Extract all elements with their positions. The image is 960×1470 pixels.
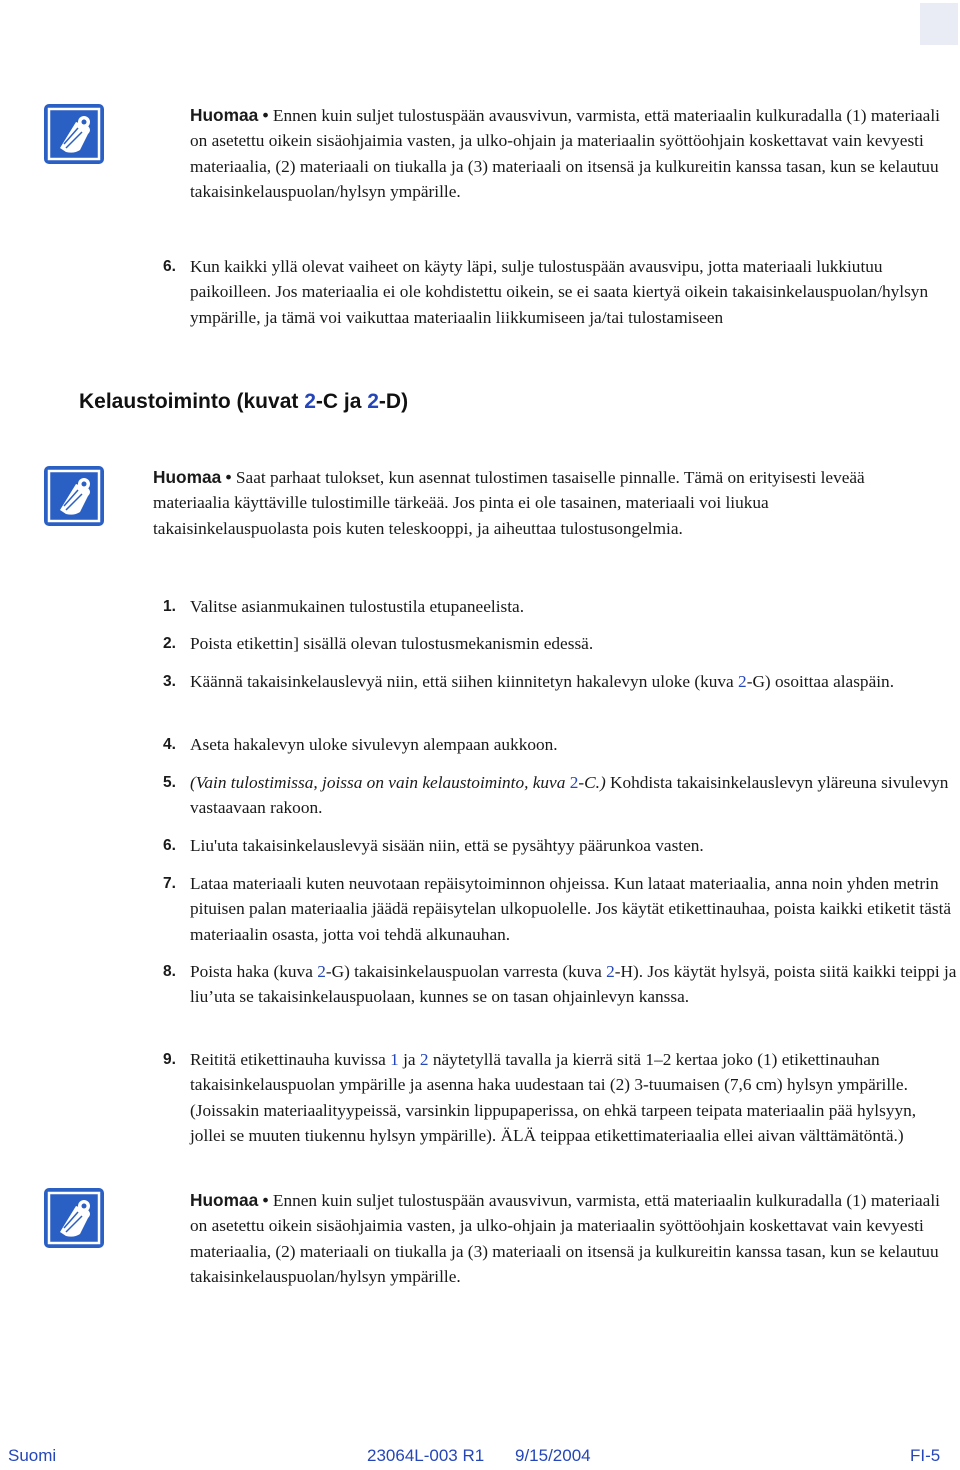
note-label: Huomaa xyxy=(190,1190,259,1210)
step-text: Kun kaikki yllä olevat vaiheet on käyty läpi, sulje tulostuspään avausvipu, jotta materiaali lukkiutuu paikoilleen. Jos materiaalia ei ole kohdistettu oikein, se ei saata kiertyä oikein takaisinkelauspuolan/hylsyn ympärille, ja tämä voi vaikuttaa materiaalin liikkumiseen ja/tai tulostamiseen xyxy=(190,257,929,327)
figure-link[interactable]: 1 xyxy=(390,1050,399,1069)
step-8 xyxy=(163,959,960,1010)
note-label: Huomaa xyxy=(190,105,259,125)
step-text: Reititä etikettinauha kuvissa xyxy=(190,1050,391,1069)
step-7 xyxy=(163,871,960,947)
note-bullet: • xyxy=(262,105,269,125)
figure-link[interactable]: 2 xyxy=(606,962,615,981)
step-number: 4. xyxy=(163,736,176,753)
step-text: -C.) xyxy=(578,773,606,792)
step-5 xyxy=(163,770,960,821)
step-text: Liu'uta takaisinkelauslevyä sisään niin, että se pysähtyy päärunkoa vasten. xyxy=(190,836,704,855)
note-3-text: Ennen kuin suljet tulostuspään avausvivun, varmista, että materiaalin kulkuradalla (1) materiaali on asetettu oikein sisäohjaimia vasten, ja ulko-ohjain ja materiaalin syöttöohjain koskettavat vain kevyesti materiaalia, (2) materiaali on tiukalla ja (3) materiaali on itsensä ja kulkureitin kanssa tasan, kun se kelautuu takaisinkelauspuolan/hylsyn ympärille. xyxy=(190,1191,940,1286)
step-number: 9. xyxy=(163,1051,176,1068)
step-text: -G) osoittaa alaspäin. xyxy=(746,672,895,691)
step-2 xyxy=(163,631,960,656)
note-1-text: Ennen kuin suljet tulostuspään avausvivun, varmista, että materiaalin kulkuradalla (1) materiaali on asetettu oikein sisäohjaimia vasten, ja ulko-ohjain ja materiaalin syöttöohjain koskettavat vain kevyesti materiaalia, (2) materiaali on tiukalla ja (3) materiaali on itsensä ja kulkureitin kanssa tasan, kun se kelautuu takaisinkelauspuolan/hylsyn ympärille. xyxy=(190,106,940,201)
figure-link[interactable]: 2 xyxy=(367,390,379,413)
step-text: Poista haka (kuva xyxy=(190,962,318,981)
step-text: -G) takaisinkelauspuolan varresta (kuva xyxy=(325,962,607,981)
step-number: 7. xyxy=(163,875,176,892)
step-4 xyxy=(163,732,960,757)
note-hand-icon xyxy=(44,104,104,164)
step-text: Poista etikettin] sisällä olevan tulostusmekanismin edessä. xyxy=(190,634,594,653)
step-text: Kohdista takaisinkelauslevyn yläreuna sivulevyn vastaavaan rakoon. xyxy=(190,773,949,818)
footer-date: 9/15/2004 xyxy=(515,1446,591,1465)
step-9 xyxy=(163,1047,930,1148)
step-text: Lataa materiaali kuten neuvotaan repäisytoiminnon ohjeissa. Kun lataat materiaalia, anna noin yhden metrin pituisen palan materiaalia jäädä repäisytelan ulkopuolelle. Jos käytät etikettinauhaa, poista kaikki etiketit tästä materiaalin osasta, jotta voi tehdä alkunauhan. xyxy=(190,874,952,944)
figure-link[interactable]: 2 xyxy=(317,962,326,981)
section-heading xyxy=(79,390,408,414)
note-label: Huomaa xyxy=(153,467,222,487)
step-number: 1. xyxy=(163,598,176,615)
step-text: Valitse asianmukainen tulostustila etupaneelista. xyxy=(190,597,525,616)
note-bullet: • xyxy=(262,1190,269,1210)
figure-link[interactable]: 2 xyxy=(738,672,747,691)
step-text: ja xyxy=(398,1050,420,1069)
step-1 xyxy=(163,594,960,619)
heading-text: -C ja xyxy=(315,390,368,413)
step-number: 5. xyxy=(163,774,176,791)
note-3 xyxy=(190,1188,960,1289)
footer-page-number: FI-5 xyxy=(910,1446,941,1465)
step-number: 8. xyxy=(163,963,176,980)
step-number: 6. xyxy=(163,258,176,275)
note-1 xyxy=(190,103,960,204)
step-number: 3. xyxy=(163,673,176,690)
footer-doc-id: 23064L-003 R1 xyxy=(367,1446,485,1465)
figure-link[interactable]: 2 xyxy=(569,773,579,792)
corner-tab xyxy=(920,3,958,45)
step-text: näytetyllä tavalla ja kierrä sitä 1–2 kertaa joko (1) etikettinauhan takaisinkelauspuolan ympärille ja asenna haka uudestaan tai (2) 3-tuumaisen (7,6 cm) hylsyn ympärille. (Joissakin materiaalityypeissä, varsinkin lippupaperissa, on ehkä tarpeen teipata materiaalin pää hylsyyn, jollei se muuten tiukennu hylsyn ympärille). ÄLÄ teippaa etikettimateriaalia ellei aivan välttämätöntä.) xyxy=(190,1050,917,1145)
figure-link[interactable]: 2 xyxy=(304,390,316,413)
heading-text: Kelaustoiminto (kuvat xyxy=(79,390,305,413)
step-text: Aseta hakalevyn uloke sivulevyn alempaan aukkoon. xyxy=(190,735,558,754)
step-number: 6. xyxy=(163,837,176,854)
step-6-top xyxy=(163,254,960,330)
step-text: -H). Jos käytät hylsyä, poista siitä kaikki teippi ja liu’uta se takaisinkelauspuolaan, kunnes se on tasan ohjainlevyn kanssa. xyxy=(190,962,957,1007)
step-text: Käännä takaisinkelauslevyä niin, että siihen kiinnitetyn hakalevyn uloke (kuva xyxy=(190,672,739,691)
note-2 xyxy=(153,465,893,541)
footer-language: Suomi xyxy=(8,1446,57,1465)
step-6 xyxy=(163,833,960,858)
note-hand-icon xyxy=(44,1188,104,1248)
step-text: (Vain tulostimissa, joissa on vain kelaustoiminto, kuva xyxy=(190,773,570,792)
note-2-text: Saat parhaat tulokset, kun asennat tulostimen tasaiselle pinnalle. Tämä on erityisesti leveää materiaalia käyttäville tulostimille tärkeää. Jos pinta ei ole tasainen, materiaali voi liukua takaisinkelauspuolasta pois kuten teleskooppi, ja aiheuttaa tulostusongelmia. xyxy=(153,468,865,538)
heading-text: -D) xyxy=(378,390,409,413)
step-3 xyxy=(163,669,920,694)
figure-link[interactable]: 2 xyxy=(419,1050,429,1069)
note-bullet: • xyxy=(225,467,232,487)
note-hand-icon xyxy=(44,466,104,526)
step-number: 2. xyxy=(163,635,176,652)
